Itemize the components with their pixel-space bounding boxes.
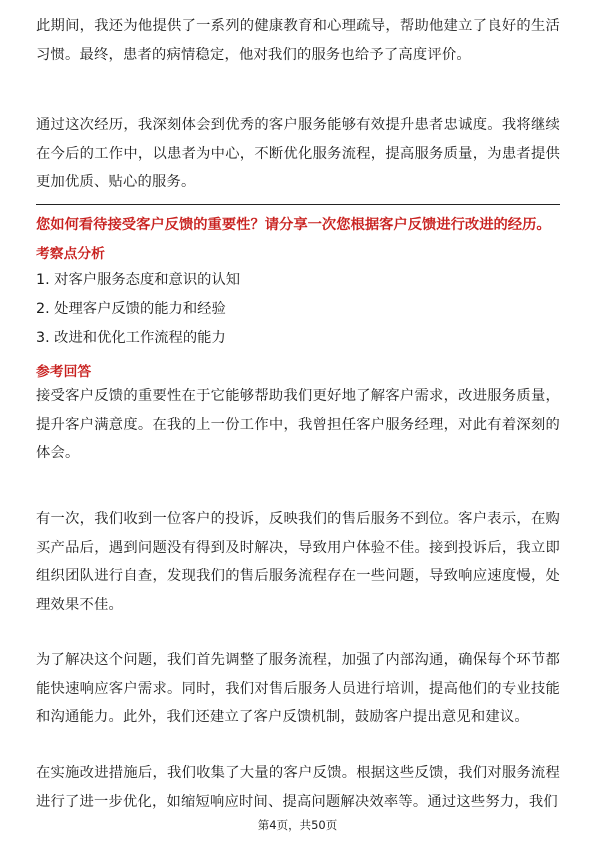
paragraph-continued-2: 通过这次经历，我深刻体会到优秀的客户服务能够有效提升患者忠诚度。我将继续在今后的工作中，以患者为中心，不断优化服务流程，提高服务质量，为患者提供更加优质、贴心的服务。: [36, 117, 560, 190]
answer-heading: 参考回答: [36, 364, 92, 380]
question-heading: 您如何看待接受客户反馈的重要性？请分享一次您根据客户反馈进行改进的经历。: [36, 217, 551, 233]
key-point-item: 1. 对客户服务态度和意识的认知: [36, 272, 241, 288]
key-point-item: 2. 处理客户反馈的能力和经验: [36, 301, 226, 317]
paragraph-continued-1: 此期间，我还为他提供了一系列的健康教育和心理疏导，帮助他建立了良好的生活习惯。最终，患者的病情稳定，他对我们的服务也给予了高度评价。: [36, 18, 560, 63]
answer-paragraph-1: 接受客户反馈的重要性在于它能够帮助我们更好地了解客户需求，改进服务质量，提升客户满意度。在我的上一份工作中，我曾担任客户服务经理，对此有着深刻的体会。: [36, 388, 560, 461]
answer-paragraph-2: 有一次，我们收到一位客户的投诉，反映我们的售后服务不到位。客户表示，在购买产品后，遇到问题没有得到及时解决，导致用户体验不佳。接到投诉后，我立即组织团队进行自查，发现我们的售后服务流程存在一些问题，导致响应速度慢，处理效果不佳。: [36, 511, 560, 613]
page-number-footer: 第4页，共50页: [257, 818, 338, 832]
key-points-heading: 考察点分析: [36, 246, 105, 262]
answer-paragraph-3: 为了解决这个问题，我们首先调整了服务流程，加强了内部沟通，确保每个环节都能快速响应客户需求。同时，我们对售后服务人员进行培训，提高他们的专业技能和沟通能力。此外，我们还建立了客户反馈机制，鼓励客户提出意见和建议。: [36, 652, 560, 725]
key-point-item: 3. 改进和优化工作流程的能力: [36, 330, 226, 346]
answer-paragraph-4: 在实施改进措施后，我们收集了大量的客户反馈。根据这些反馈，我们对服务流程进行了进一步优化，如缩短响应时间、提高问题解决效率等。通过这些努力，我们: [36, 765, 560, 810]
section-divider: [36, 204, 560, 205]
